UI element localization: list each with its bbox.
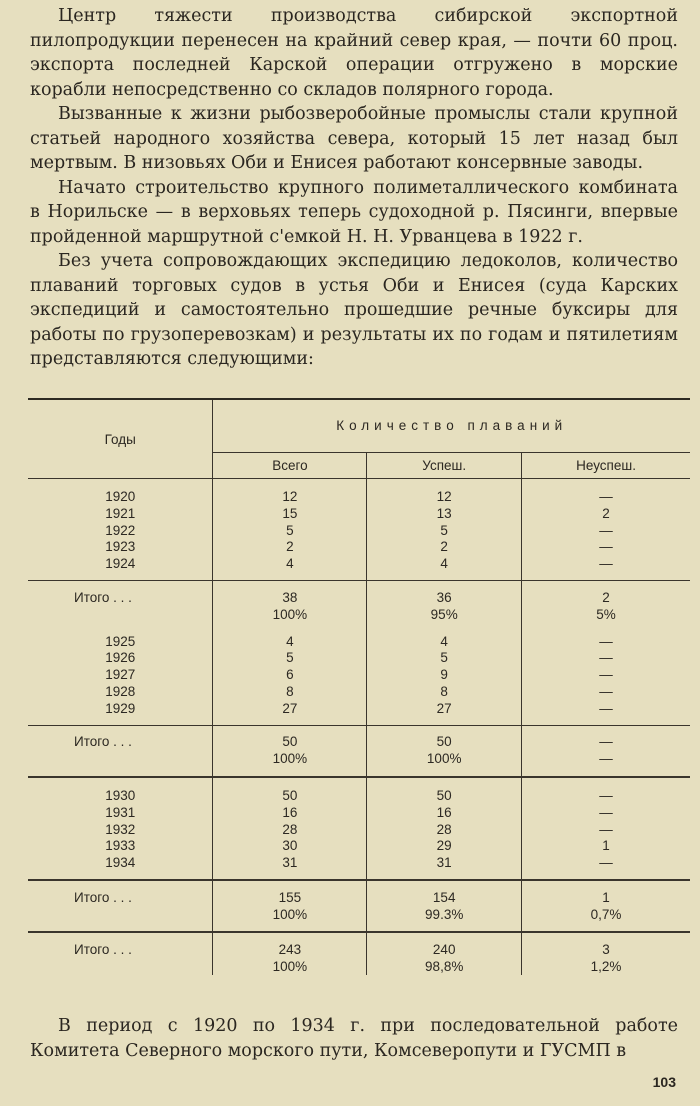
grand-total-percent-row: 100% 98,8% 1,2% (28, 958, 690, 975)
table-row: 1930 50 50 — (28, 788, 690, 805)
paragraph-export: Центр тяжести производства сибирской экспортной пилопродукции перенесен на крайний север края, — почти 60 проц. экспорта последней Карской операции отгружено в морские корабли непосредственно со складов полярного города. (30, 6, 678, 100)
outro-text (30, 1014, 678, 1063)
table-row: 1921 15 13 2 (28, 506, 690, 523)
intro-text (30, 4, 678, 372)
subtotal-percent-row: 100% 95% 5% (28, 606, 690, 623)
header-unsuccessful: Неуспеш. (522, 452, 690, 478)
paragraph-voyages: Без учета сопровождающих экспедицию ледоколов, количество плаваний торговых судов в устья Оби и Енисея (суда Карских экспедиций и самостоятельно прошедшие речные буксиры для работы по грузоперевозкам) и результаты их по годам и пятилетиям представляются следующими: (30, 251, 678, 369)
page-number: 103 (652, 1074, 676, 1090)
header-years: Годы (28, 399, 213, 479)
header-voyage-count: Количество плаваний (213, 399, 690, 452)
grand-total-row: Итого . . . 243 240 3 (28, 941, 690, 958)
table-row: 1926 5 5 — (28, 650, 690, 667)
table-row: 1929 27 27 — (28, 700, 690, 717)
subtotal-row: Итого . . . 155 154 1 (28, 889, 690, 906)
paragraph-period: В период с 1920 по 1934 г. при последовательной работе Комитета Северного морского пути, Комсеверопути и ГУСМП в (30, 1016, 678, 1061)
table-row: 1925 4 4 — (28, 633, 690, 650)
paragraph-norilsk: Начато строительство крупного полиметаллического комбината в Норильске — в верховьях теперь судоходной р. Пясинги, впервые пройденной маршрутной с'емкой Н. Н. Урванцева в 1922 г. (30, 177, 678, 247)
subtotal-percent-row: 100% 99.3% 0,7% (28, 906, 690, 923)
table-row: 1934 31 31 — (28, 855, 690, 872)
subtotal-row: Итого . . . 50 50 — (28, 734, 690, 751)
voyages-table (28, 398, 690, 975)
table-row: 1923 2 2 — (28, 539, 690, 556)
table-row: 1924 4 4 — (28, 556, 690, 573)
header-total: Всего (213, 452, 367, 478)
table-row: 1933 30 29 1 (28, 838, 690, 855)
table-row: 1927 6 9 — (28, 667, 690, 684)
paragraph-fishing: Вызванные к жизни рыбозверобойные промыслы стали крупной статьей народного хозяйства севера, который 15 лет назад был мертвым. В низовьях Оби и Енисея работают консервные заводы. (30, 104, 678, 173)
table-row: 1931 16 16 — (28, 805, 690, 822)
header-successful: Успеш. (367, 452, 522, 478)
subtotal-percent-row: 100% 100% — (28, 751, 690, 768)
table-row: 1928 8 8 — (28, 684, 690, 701)
table-row: 1922 5 5 — (28, 522, 690, 539)
table-row: 1920 12 12 — (28, 489, 690, 506)
subtotal-row: Итого . . . 38 36 2 (28, 589, 690, 606)
table-row: 1932 28 28 — (28, 821, 690, 838)
